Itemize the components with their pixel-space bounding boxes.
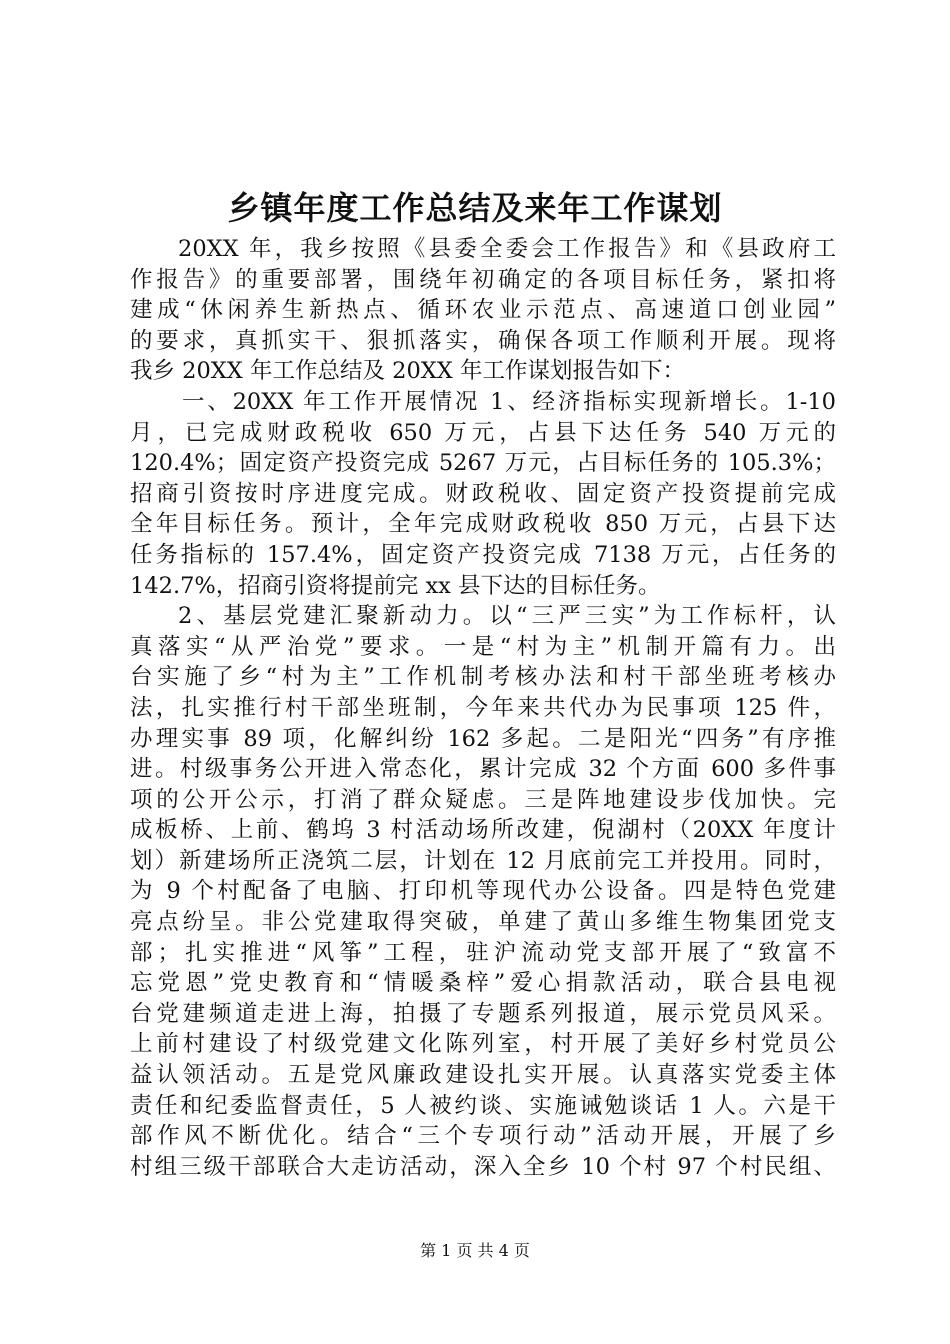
body-line: 2、基层党建汇聚新动力。以“三严三实”为工作标杆，认 — [178, 603, 836, 630]
body-line: 20XX 年，我乡按照《县委全委会工作报告》和《县政府工 — [178, 236, 836, 262]
document-title: 乡镇年度工作总结及来年工作谋划 — [227, 189, 723, 227]
body-line: 142.7%，招商引资将提前完 xx 县下达的目标任务。 — [130, 572, 661, 599]
document-body — [130, 234, 836, 1182]
body-line: 作报告》的重要部署，围绕年初确定的各项目标任务，紧扣将 — [130, 266, 836, 293]
body-line: 全年目标任务。预计，全年完成财政税收 850 万元，占县下达 — [130, 511, 836, 538]
body-line: 划）新建场所正浇筑二层，计划在 12 月底前完工并投用。同时， — [130, 847, 836, 874]
body-line: 任务指标的 157.4%，固定资产投资完成 7138 万元，占任务的 — [130, 541, 836, 568]
body-line: 台实施了乡“村为主”工作机制考核办法和村干部坐班考核办 — [130, 664, 836, 691]
body-line: 办理实事 89 项，化解纠纷 162 多起。二是阳光“四务”有序推 — [130, 725, 836, 752]
page-number-footer: 第 1 页 共 4 页 — [420, 1241, 530, 1260]
body-line: 的要求，真抓实干、狠抓落实，确保各项工作顺利开展。现将 — [130, 327, 836, 354]
body-line: 村组三级干部联合大走访活动，深入全乡 10 个村 97 个村民组、 — [130, 1153, 836, 1180]
body-line: 上前村建设了村级党建文化陈列室，村开展了美好乡村党员公 — [130, 1031, 836, 1058]
body-line: 为 9 个村配备了电脑、打印机等现代办公设备。四是特色党建 — [130, 878, 836, 905]
body-line: 真落实“从严治党”要求。一是“村为主”机制开篇有力。出 — [130, 633, 836, 660]
body-line: 120.4%；固定资产投资完成 5267 万元，占目标任务的 105.3%； — [130, 450, 836, 477]
body-line: 项的公开公示，打消了群众疑虑。三是阵地建设步伐加快。完 — [130, 786, 836, 813]
body-line: 一、20XX 年工作开展情况 1、经济指标实现新增长。1-10 — [182, 388, 836, 415]
body-line: 我乡 20XX 年工作总结及 20XX 年工作谋划报告如下： — [130, 358, 685, 385]
body-line: 建成“休闲养生新热点、循环农业示范点、高速道口创业园” — [130, 297, 836, 324]
body-line: 益认领活动。五是党风廉政建设扎实开展。认真落实党委主体 — [130, 1062, 836, 1089]
body-line: 忘党恩”党史教育和“情暖桑梓”爱心捐款活动，联合县电视 — [130, 970, 836, 997]
body-line: 进。村级事务公开进入常态化，累计完成 32 个方面 600 多件事 — [130, 756, 836, 783]
body-line: 招商引资按时序进度完成。财政税收、固定资产投资提前完成 — [130, 480, 836, 507]
body-line: 台党建频道走进上海，拍摄了专题系列报道，展示党员风采。 — [130, 1000, 836, 1027]
body-line: 月，已完成财政税收 650 万元，占县下达任务 540 万元的 — [130, 419, 836, 446]
body-line: 法，扎实推行村干部坐班制，今年来共代办为民事项 125 件， — [130, 694, 836, 721]
body-line: 部作风不断优化。结合“三个专项行动”活动开展，开展了乡 — [130, 1123, 836, 1150]
body-line: 亮点纷呈。非公党建取得突破，单建了黄山多维生物集团党支 — [130, 909, 836, 936]
body-line: 责任和纪委监督责任，5 人被约谈、实施诫勉谈话 1 人。六是干 — [130, 1092, 836, 1119]
body-line: 部；扎实推进“风筝”工程，驻沪流动党支部开展了“致富不 — [130, 939, 836, 966]
body-line: 成板桥、上前、鹤坞 3 村活动场所改建，倪湖村（20XX 年度计 — [130, 817, 836, 844]
